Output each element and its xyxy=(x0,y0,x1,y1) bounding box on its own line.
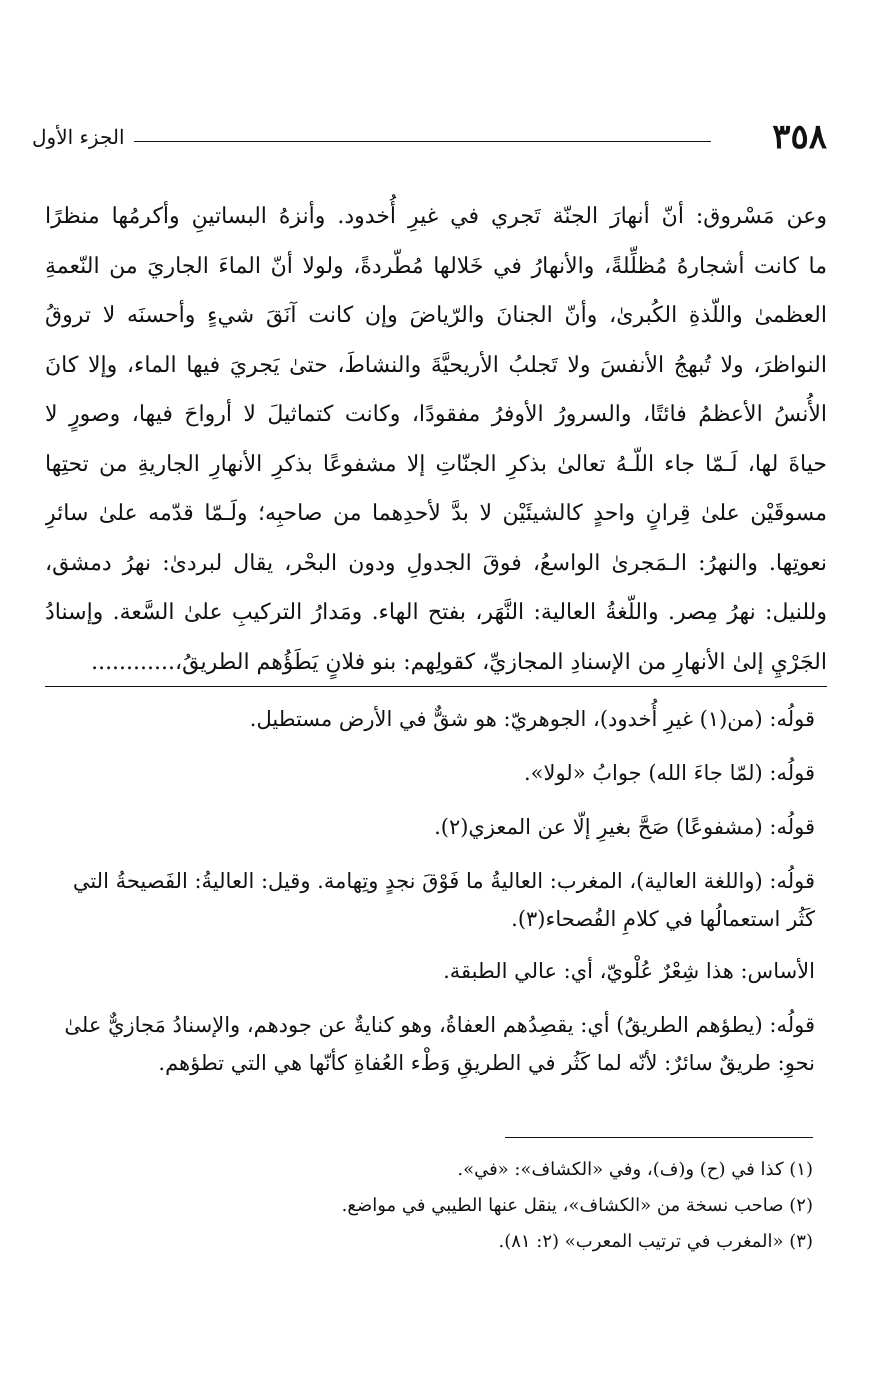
text-line: ما كانت أشجارهُ مُظلِّلةً، والأنهارُ في خَلالها مُطّردةً، ولولا أنّ الماءَ الجاريَ من النّعمةِ xyxy=(45,253,827,279)
text-line: العظمىٰ واللّذةِ الكُبرىٰ، وأنّ الجنانَ والرّياضَ وإن كانت آنَقَ شيءٍ وأحسنَه لا تروقُ xyxy=(45,303,827,328)
footnote: (٢) صاحب نسخة من «الكشاف»، ينقل عنها الطيبي في مواضع. xyxy=(341,1195,813,1216)
text-line: نعوتِها. والنهرُ: الـمَجرىٰ الواسعُ، فوقَ الجدولِ ودون البحْر، يقال لبردىٰ: نهرُ دمشق، xyxy=(45,550,827,576)
page-header xyxy=(32,117,827,157)
text-line: حياةَ لها، لَـمّا جاء اللّـهُ تعالىٰ بذكرِ الجنّاتِ إلا مشفوعًا بذكرِ الأنهارِ الجاريةِ من تحتِها xyxy=(45,451,827,477)
page-number: ٣٥٨ xyxy=(772,117,827,157)
footnote: (١) كذا في (ح) و(ف)، وفي «الكشاف»: «في». xyxy=(457,1159,813,1180)
header-rule xyxy=(134,141,711,142)
text-line: النواظرَ، ولا تُبهجُ الأنفسَ ولا تَجلبُ الأريحيَّةَ والنشاطَ، حتىٰ يَجريَ فيها الماء، وإلا كانَ xyxy=(45,352,827,378)
footnote: (٣) «المغرب في ترتيب المعرب» (٢: ٨١). xyxy=(498,1231,813,1252)
text-line: وللنيل: نهرُ مِصر. واللّغةُ العالية: النَّهَر، بفتح الهاء. ومَدارُ التركيبِ علىٰ السَّعة. وإسنادُ xyxy=(45,600,827,625)
text-line: الأُنسُ الأعظمُ فائتًا، والسرورُ الأوفرُ مفقودًا، وكانت كتماثيلَ لا أرواحَ فيها، وصورٍ لا xyxy=(45,402,827,427)
commentary xyxy=(55,700,815,1096)
main-text xyxy=(45,192,827,687)
footnote-divider xyxy=(505,1137,813,1138)
commentary-note: قولُه: (لمّا جاءَ الله) جوابُ «لولا». xyxy=(523,761,815,785)
part-title: الجزء الأول xyxy=(32,125,125,149)
text-line: مسوقَيْن علىٰ قِرانٍ واحدٍ كالشيئَيْن لا بدَّ لأحدِهما من صاحبِه؛ ولَـمّا قدّمه علىٰ سائرِ xyxy=(45,501,827,526)
commentary-note: قولُه: (من(١) غيرِ أُخدود)، الجوهريّ: هو شقٌّ في الأرض مستطيل. xyxy=(249,707,815,731)
footnotes xyxy=(55,1152,813,1260)
commentary-divider xyxy=(45,686,827,687)
commentary-note: قولُه: (مشفوعًا) صَحَّ بغيرِ إلّا عن المعزي(٢). xyxy=(434,815,815,839)
text-line: الجَرْيِ إلىٰ الأنهارِ من الإسنادِ المجازيِّ، كقولِهم: بنو فلانٍ يَطَؤُهم الطريقُ،............ xyxy=(91,649,827,675)
commentary-note: الأساس: هذا شِعْرٌ عُلْويّ، أي: عالي الطبقة. xyxy=(443,959,815,983)
commentary-note: قولُه: (يطؤهم الطريقُ) أي: يقصِدُهم العفاةُ، وهو كنايةٌ عن جودهم، والإسنادُ مَجازيٌّ علىٰ نحوِ: طريقٌ سائرٌ: لأنّه لما كَثُر في الطريقِ وَطْء العُفاةِ كأنّها هي التي تطؤهم. xyxy=(64,1013,815,1075)
text-line: وعن مَسْروق: أنّ أنهارَ الجنّة تَجري في غيرِ أُخدود. وأنزهُ البساتينِ وأكرمُها منظرًا xyxy=(45,204,827,229)
commentary-note: قولُه: (واللغة العالية)، المغرب: العاليةُ ما فَوْقَ نجدٍ وتِهامة. وقيل: العاليةُ: الفَصيحةُ التي كَثُر استعمالُها في كلامِ الفُصحاء(٣). xyxy=(72,869,815,931)
